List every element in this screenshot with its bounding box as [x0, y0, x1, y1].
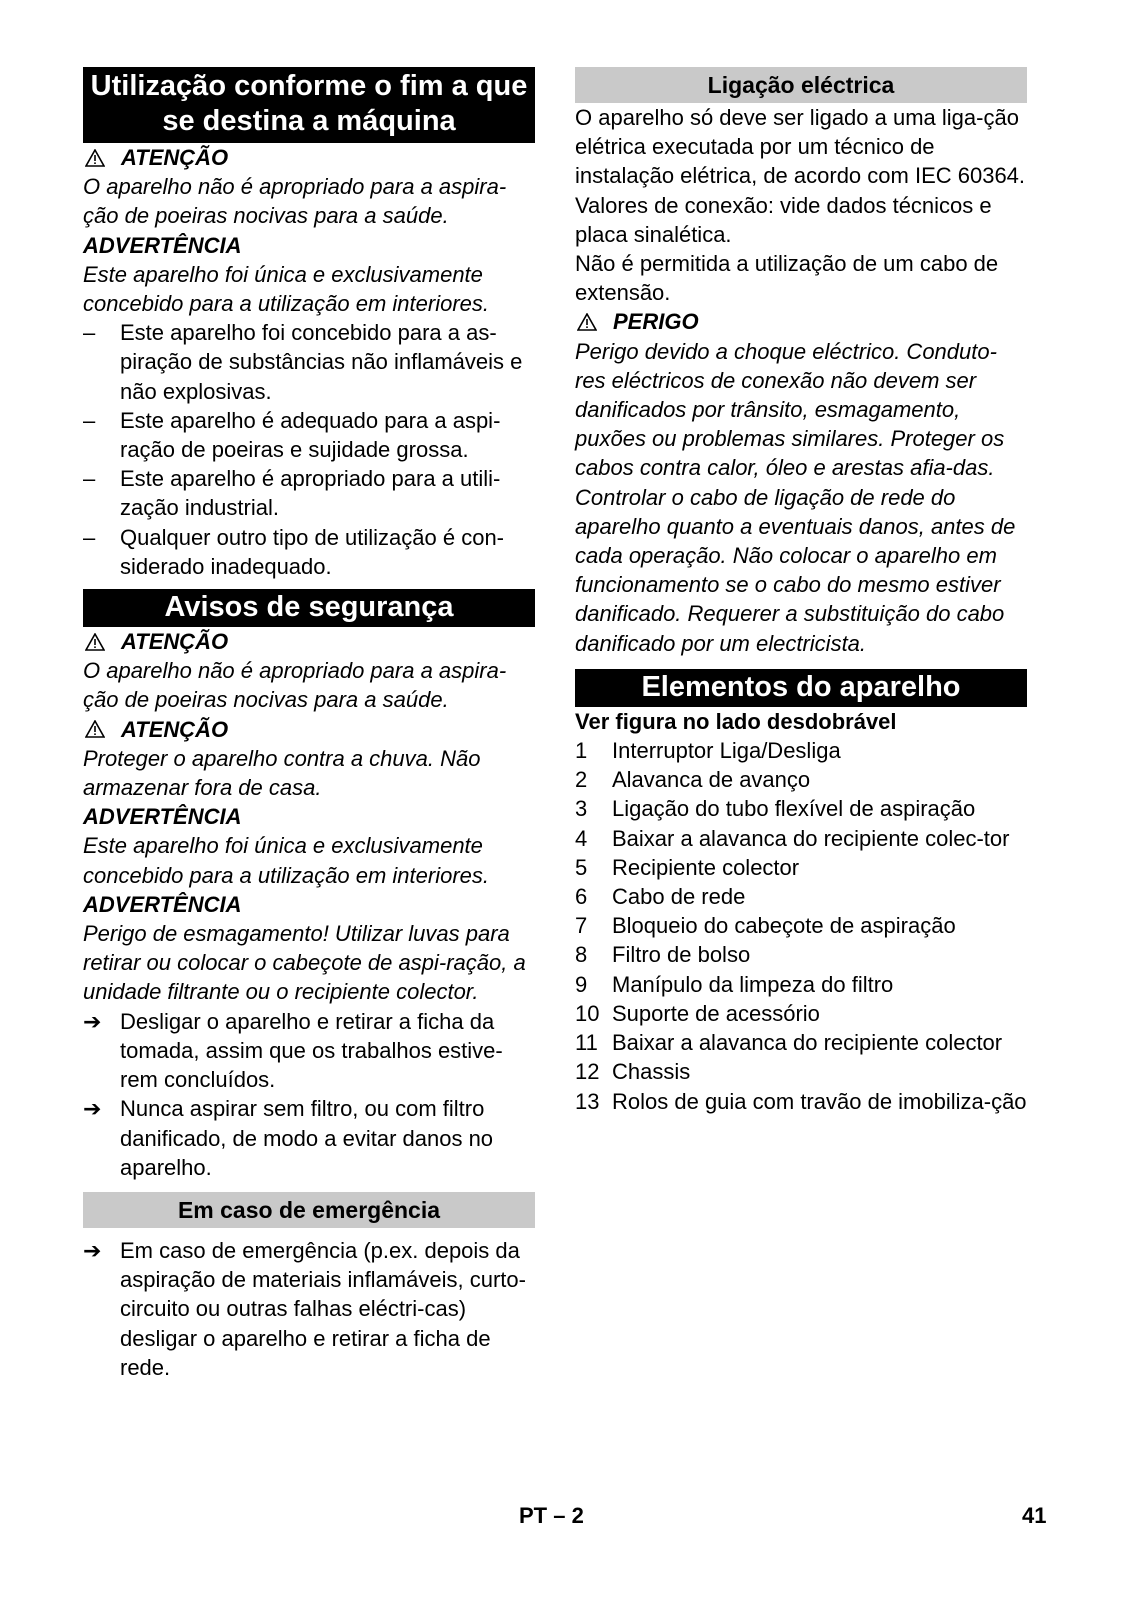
list-item: 3 Ligação do tubo flexível de aspiração — [575, 796, 976, 822]
warning-text: Proteger o aparelho contra a chuva. Não armazenar fora de casa. — [83, 745, 481, 801]
paragraph: Valores de conexão: vide dados técnicos e placa sinalética. — [575, 192, 992, 247]
danger-text: Perigo devido a choque eléctrico. Conduto-res eléctricos de conexão não devem ser danificados por trânsito, esmagamento, puxões ou problemas similares. Proteger os cabos contra calor, óleo e arestas afia-das. — [575, 338, 1005, 481]
list-item: 12 Chassis — [575, 1059, 691, 1085]
arrow-right-icon: ➔ — [83, 1008, 102, 1034]
usage-list — [83, 318, 535, 581]
arrow-right-icon: ➔ — [83, 1237, 102, 1263]
safety-steps — [83, 1007, 535, 1182]
heading-elements: Elementos do aparelho — [575, 669, 1027, 707]
list-item: – Este aparelho é adequado para a aspi-ração de poeiras e sujidade grossa. — [83, 407, 501, 463]
list-item: ➔ Nunca aspirar sem filtro, ou com filtro danificado, de modo a evitar danos no aparelho. — [83, 1094, 535, 1182]
heading-emergency: Em caso de emergência — [83, 1192, 535, 1228]
list-item: 9 Manípulo da limpeza do filtro — [575, 971, 894, 997]
left-column — [83, 67, 535, 1382]
arrow-right-icon: ➔ — [83, 1096, 102, 1122]
right-column — [575, 67, 1027, 1116]
list-item: 10 Suporte de acessório — [575, 1000, 820, 1026]
list-item: 6 Cabo de rede — [575, 884, 746, 910]
warning-label: ATENÇÃO — [121, 145, 229, 170]
page-code: PT – 2 — [519, 1503, 584, 1528]
warning-text: O aparelho não é apropriado para a aspira-ção de poeiras nocivas para a saúde. — [83, 658, 507, 713]
warning-attention-3 — [83, 715, 535, 744]
warning-label: ATENÇÃO — [121, 629, 229, 655]
list-item: 8 Filtro de bolso — [575, 942, 751, 968]
warning-triangle-icon — [85, 149, 105, 167]
list-item: 1 Interruptor Liga/Desliga — [575, 738, 841, 764]
list-item: ➔ Desligar o aparelho e retirar a ficha da tomada, assim que os trabalhos estive-rem concluídos. — [83, 1007, 535, 1095]
elements-list — [575, 736, 1027, 1116]
heading-intended-use: Utilização conforme o fim a que se destina a máquina — [83, 67, 535, 143]
notice-text: Este aparelho foi única e exclusivamente concebido para a utilização em interiores. — [83, 833, 490, 888]
warning-triangle-icon — [577, 313, 597, 331]
list-item: – Qualquer outro tipo de utilização é con-siderado inadequado. — [83, 524, 505, 579]
notice-label: ADVERTÊNCIA — [83, 804, 242, 830]
list-item: 4 Baixar a alavanca do recipiente colec-tor — [575, 825, 1010, 851]
list-item: 5 Recipiente colector — [575, 854, 800, 880]
warning-triangle-icon — [85, 720, 105, 738]
subheading: Ver figura no lado desdobrável — [575, 708, 897, 734]
warning-triangle-icon — [85, 633, 105, 651]
notice-label: ADVERTÊNCIA — [83, 891, 242, 917]
notice-label: ADVERTÊNCIA — [83, 232, 242, 258]
list-item: 13 Rolos de guia com travão de imobiliza-ção — [575, 1088, 1027, 1114]
list-item: 2 Alavanca de avanço — [575, 767, 811, 793]
list-item: 11 Baixar a alavanca do recipiente colector — [575, 1030, 1003, 1056]
list-item: ➔ Em caso de emergência (p.ex. depois da aspiração de materiais inflamáveis, curto-circuito ou outras falhas eléctri-cas) desligar o aparelho e retirar a ficha de rede. — [83, 1236, 535, 1382]
list-item: 7 Bloqueio do cabeçote de aspiração — [575, 913, 956, 939]
danger-text: Controlar o cabo de ligação de rede do aparelho quanto a eventuais danos, antes de cada operação. Não colocar o aparelho em funcionamento se o cabo do mesmo estiver danificado. Requerer a substituição do cabo danificado por um electricista. — [575, 484, 1016, 656]
page-number: 41 — [1022, 1503, 1047, 1528]
danger-label: PERIGO — [613, 309, 699, 335]
warning-attention-1 — [83, 143, 535, 172]
notice-text: Este aparelho foi única e exclusivamente concebido para a utilização em interiores. — [83, 261, 490, 317]
warning-attention-2 — [83, 627, 535, 656]
list-item: – Este aparelho foi concebido para a as-piração de substâncias não inflamáveis e não explosivas. — [83, 320, 523, 404]
paragraph: Não é permitida a utilização de um cabo de extensão. — [575, 251, 999, 306]
heading-safety: Avisos de segurança — [83, 589, 535, 627]
list-item: – Este aparelho é apropriado para a utili-zação industrial. — [83, 466, 501, 521]
warning-label: ATENÇÃO — [121, 716, 229, 742]
danger-notice — [575, 307, 1027, 336]
warning-text: O aparelho não é apropriado para a aspira-ção de poeiras nocivas para a saúde. — [83, 174, 507, 229]
notice-text: Perigo de esmagamento! Utilizar luvas para retirar ou colocar o cabeçote de aspi-ração, a unidade filtrante ou o recipiente colector. — [83, 921, 526, 1005]
paragraph: O aparelho só deve ser ligado a uma liga-ção elétrica executada por um técnico de instalação elétrica, de acordo com IEC 60364. — [575, 105, 1026, 189]
heading-electrical: Ligação eléctrica — [575, 67, 1027, 103]
